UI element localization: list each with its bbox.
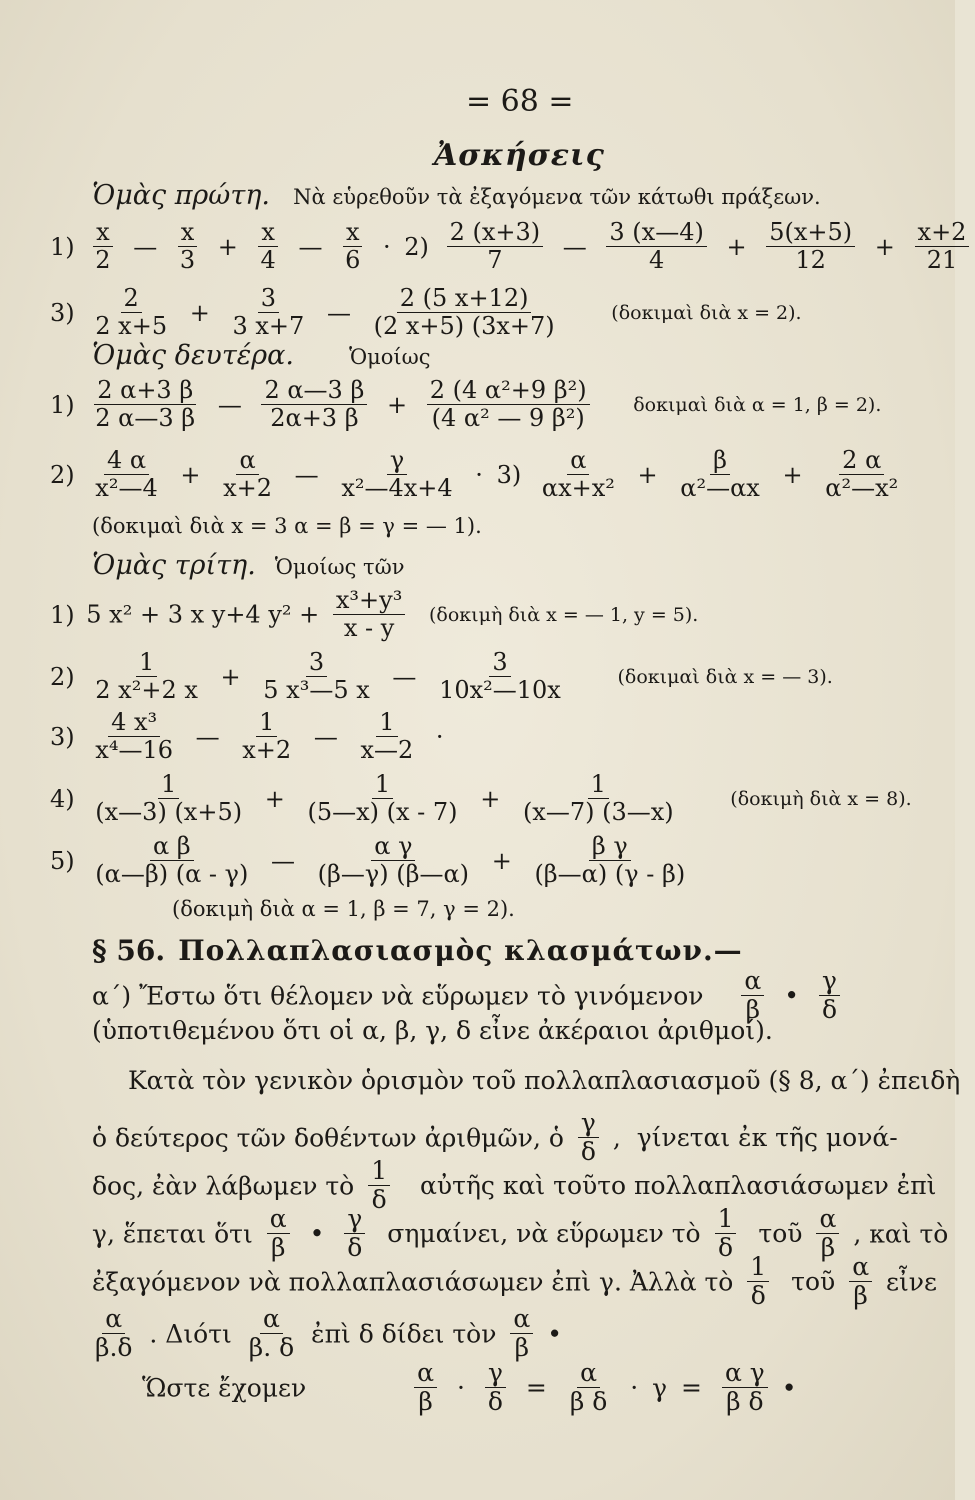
- denominator: 5 x³—5 x: [263, 676, 370, 705]
- fraction: [510, 1306, 533, 1362]
- numerator: 4 α: [104, 448, 149, 475]
- operator: —: [294, 460, 319, 489]
- text-span: ἐξαγόμενον νὰ πολλαπλασιάσωμεν ἐπὶ γ. Ἀλλὰ τὸ: [92, 1267, 734, 1297]
- numerator: γ: [387, 448, 407, 475]
- operator: +: [637, 460, 658, 489]
- check-note: (δοκιμὴ διὰ x = 8).: [730, 787, 912, 810]
- numerator: β: [710, 448, 730, 475]
- numerator: 1: [372, 772, 393, 799]
- text-span: Ὥστε ἔχομεν: [142, 1373, 307, 1403]
- operator: —: [313, 722, 338, 751]
- numerator: 2 (5 x+12): [397, 286, 532, 313]
- operator: —: [217, 390, 242, 419]
- exercise-label: 5): [50, 846, 75, 875]
- fraction: [722, 1360, 768, 1416]
- exercise-label: 4): [50, 784, 75, 813]
- operator: =: [525, 1373, 547, 1403]
- operator: +: [782, 460, 803, 489]
- group3-exercise-4: [50, 772, 912, 825]
- denominator: α²—x²: [825, 474, 899, 503]
- denominator: x+2: [223, 474, 273, 503]
- text-span: γ, ἕπεται ὅτι: [92, 1219, 253, 1249]
- denominator: δ: [821, 995, 838, 1025]
- denominator: x—2: [360, 736, 414, 765]
- fraction: [819, 968, 840, 1024]
- group3-exercise-1: [50, 588, 698, 641]
- fraction: [567, 1360, 610, 1416]
- denominator: 7: [487, 246, 503, 275]
- denominator: β: [514, 1333, 530, 1363]
- fraction: [677, 448, 763, 501]
- numerator: x: [93, 220, 113, 247]
- denominator: x²—4: [95, 474, 158, 503]
- denominator: (β—α) (γ - β): [534, 860, 686, 889]
- numerator: α: [741, 968, 764, 996]
- fraction: [766, 220, 855, 273]
- exercise-label: 1): [50, 600, 75, 629]
- fraction: [92, 710, 176, 763]
- denominator: 4: [260, 246, 276, 275]
- check-note: (δοκιμαὶ διὰ x = 2).: [611, 301, 802, 324]
- numerator: 1: [256, 710, 277, 737]
- numerator: x: [343, 220, 363, 247]
- operator: =: [681, 1373, 702, 1403]
- numerator: 5(x+5): [766, 220, 855, 247]
- paragraph-line: (ὑποτιθεμένου ὅτι οἱ α, β, γ, δ εἶνε ἀκέραιοι ἀριθμοί).: [92, 1016, 773, 1045]
- numerator: γ: [578, 1110, 599, 1138]
- denominator: (x—3) (x+5): [95, 798, 243, 827]
- group2-instruction: Ὁμοίως: [349, 345, 431, 369]
- text-span: ,: [612, 1123, 621, 1153]
- denominator: 3 x+7: [232, 312, 305, 341]
- operator: •: [309, 1219, 325, 1249]
- numerator: 2 (x+3): [447, 220, 544, 247]
- numerator: 1: [376, 710, 397, 737]
- group3-instruction: Ὁμοίως τῶν: [274, 555, 405, 579]
- numerator: α: [260, 1306, 283, 1334]
- fraction: [338, 448, 455, 501]
- numerator: x: [258, 220, 278, 247]
- group3-exercise-3: [50, 710, 450, 763]
- fraction: [261, 378, 367, 431]
- text-span: . Διότι: [149, 1319, 232, 1349]
- denominator: x - y: [343, 614, 395, 643]
- operator: •: [781, 1373, 797, 1403]
- text-span: ὁ δεύτερος τῶν δοθέντων ἀριθμῶν, ὁ: [92, 1123, 564, 1153]
- text-span: , καὶ τὸ: [853, 1219, 949, 1249]
- numerator: 4 x³: [108, 710, 160, 737]
- paragraph-line: [92, 1254, 937, 1310]
- numerator: α: [577, 1360, 600, 1388]
- check-note: (δοκιμὴ διὰ x = — 1, y = 5).: [428, 603, 699, 626]
- operator: ·: [630, 1373, 639, 1403]
- numerator: α γ: [722, 1360, 768, 1388]
- operator: •: [784, 981, 800, 1011]
- denominator: 2 x+5: [95, 312, 168, 341]
- numerator: γ: [344, 1206, 365, 1234]
- operator: —: [562, 232, 587, 261]
- check-note: δοκιμαὶ διὰ α = 1, β = 2).: [633, 393, 882, 416]
- fraction: [333, 588, 405, 641]
- fraction: [520, 772, 677, 825]
- fraction: [260, 650, 373, 703]
- denominator: αx+x²: [541, 474, 615, 503]
- exercise-label: 3): [50, 722, 75, 751]
- exercise-label: 1): [50, 232, 75, 261]
- denominator: 21: [926, 246, 958, 275]
- denominator: β δ: [726, 1387, 764, 1417]
- operator: —: [195, 722, 220, 751]
- exercise-label: 2): [50, 460, 75, 489]
- paragraph-line: [142, 1360, 796, 1416]
- group2-header: [92, 340, 431, 371]
- operator: +: [180, 460, 201, 489]
- numerator: 2: [121, 286, 142, 313]
- page-title: Ἀσκήσεις: [434, 138, 605, 173]
- group3-exercise-5: [50, 834, 694, 887]
- fraction: [371, 286, 558, 339]
- fraction: [239, 710, 294, 763]
- fraction: [92, 286, 170, 339]
- fraction: [436, 650, 564, 703]
- operator: +: [217, 232, 238, 261]
- text-span: εἶνε: [886, 1267, 937, 1297]
- denominator: (4 α² — 9 β²): [431, 404, 585, 433]
- text-span: αὐτῆς καὶ τοῦτο πολλαπλασιάσωμεν ἐπὶ: [420, 1171, 937, 1201]
- denominator: β. δ: [248, 1333, 295, 1363]
- group1-exercise-3: [50, 286, 802, 339]
- paragraph-line: [92, 1306, 562, 1362]
- fraction: [357, 710, 416, 763]
- denominator: x⁴—16: [95, 736, 173, 765]
- fraction: [304, 772, 460, 825]
- denominator: β.δ: [95, 1333, 133, 1363]
- fraction: [92, 448, 160, 501]
- fraction: [915, 220, 970, 273]
- operator: —: [133, 232, 158, 261]
- group1-heading: Ὁμὰς πρώτη.: [92, 180, 271, 211]
- text-span: γίνεται ἐκ τῆς μονά-: [636, 1123, 898, 1153]
- operator: ·: [457, 1373, 465, 1403]
- operator: +: [264, 784, 285, 813]
- fraction: [485, 1360, 506, 1416]
- numerator: 3: [306, 650, 327, 677]
- fraction: [92, 650, 201, 703]
- page-number: = 68 =: [466, 84, 574, 119]
- fraction: [246, 1306, 297, 1362]
- text-span: σημαίνει, νὰ εὕρωμεν τὸ: [387, 1219, 701, 1249]
- text-span: γ: [652, 1373, 668, 1403]
- operator: ·: [383, 232, 391, 261]
- operator: +: [480, 784, 501, 813]
- exercise-label: 3): [50, 298, 75, 327]
- fraction: [747, 1254, 769, 1310]
- numerator: α: [102, 1306, 125, 1334]
- fraction: [229, 286, 307, 339]
- fraction: [92, 220, 113, 273]
- group2-exercise-2-3: [50, 448, 907, 501]
- denominator: β: [853, 1281, 868, 1311]
- group1-header: [92, 180, 821, 211]
- text-span: δος, ἐὰν λάβωμεν τὸ: [92, 1171, 355, 1201]
- denominator: (x—7) (3—x): [522, 798, 674, 827]
- section-header: [92, 934, 743, 967]
- group2-heading: Ὁμὰς δευτέρα.: [92, 340, 294, 371]
- operator: —: [392, 662, 417, 691]
- denominator: β δ: [569, 1387, 608, 1417]
- expression-lead: 5 x² + 3 x y+4 y² +: [86, 600, 320, 629]
- fraction: [427, 378, 590, 431]
- numerator: 2 α: [839, 448, 884, 475]
- numerator: α: [414, 1360, 437, 1388]
- fraction: [539, 448, 618, 501]
- fraction: [220, 448, 275, 501]
- denominator: α²—αx: [680, 474, 760, 503]
- group1-exercise-1: [50, 220, 975, 273]
- paragraph-line: Κατὰ τὸν γενικὸν ὁρισμὸν τοῦ πολλαπλασιασμοῦ (§ 8, α΄) ἐπειδὴ: [128, 1066, 961, 1095]
- operator: +: [189, 298, 210, 327]
- fraction: [447, 220, 544, 273]
- section-number: § 56.: [92, 934, 166, 967]
- fraction: [414, 1360, 437, 1416]
- fraction: [849, 1254, 872, 1310]
- numerator: 2 (4 α²+9 β²): [427, 378, 590, 405]
- fraction: [177, 220, 198, 273]
- operator: +: [386, 390, 408, 419]
- operator: +: [726, 232, 747, 261]
- denominator: 2 x²+2 x: [95, 676, 198, 705]
- denominator: 2α+3 β: [270, 404, 359, 433]
- numerator: 1: [747, 1254, 769, 1282]
- section-heading: Πολλαπλασιασμὸς κλασμάτων.—: [178, 934, 743, 967]
- numerator: α: [236, 448, 258, 475]
- denominator: (2 x+5) (3x+7): [373, 312, 555, 341]
- denominator: (β—γ) (β—α): [317, 860, 470, 889]
- numerator: α γ: [371, 834, 415, 861]
- fraction: [92, 834, 251, 887]
- numerator: x³+y³: [333, 588, 405, 615]
- fraction: [92, 1306, 135, 1362]
- denominator: 10x²—10x: [439, 676, 561, 705]
- denominator: x²—4x+4: [341, 474, 453, 503]
- operator: •: [547, 1319, 562, 1349]
- fraction: [92, 772, 245, 825]
- group3-heading: Ὁμὰς τρίτη.: [92, 550, 256, 581]
- denominator: x+2: [242, 736, 292, 765]
- operator: —: [326, 298, 351, 327]
- numerator: 1: [588, 772, 609, 799]
- denominator: 3: [179, 246, 196, 275]
- numerator: α: [567, 448, 589, 475]
- text-span: τοῦ: [791, 1267, 836, 1297]
- group2-exercise-1: [50, 378, 881, 431]
- numerator: 1: [715, 1206, 737, 1234]
- numerator: 1: [158, 772, 179, 799]
- denominator: δ: [487, 1387, 503, 1417]
- numerator: 3 (x—4): [606, 220, 706, 247]
- denominator: β: [270, 1233, 286, 1263]
- numerator: α: [849, 1254, 872, 1282]
- exercise-label: 1): [50, 390, 75, 419]
- denominator: 12: [795, 246, 826, 275]
- denominator: δ: [750, 1281, 766, 1311]
- denominator: 2: [95, 246, 111, 275]
- group3-exercise-2: [50, 650, 833, 703]
- numerator: x: [178, 220, 198, 247]
- numerator: 3: [258, 286, 279, 313]
- group3-header: [92, 550, 405, 581]
- denominator: (5—x) (x - 7): [307, 798, 458, 827]
- fraction: [258, 220, 279, 273]
- numerator: x+2: [915, 220, 970, 247]
- fraction: [92, 378, 198, 431]
- denominator: β: [418, 1387, 433, 1417]
- denominator: δ: [580, 1137, 596, 1167]
- exercise-label: 2): [404, 232, 429, 261]
- text-span: τοῦ: [758, 1219, 803, 1249]
- numerator: 2 α+3 β: [94, 378, 196, 405]
- denominator: (α—β) (α - γ): [95, 860, 249, 889]
- numerator: γ: [819, 968, 840, 996]
- exercise-label: 3): [496, 460, 522, 489]
- numerator: γ: [485, 1360, 506, 1388]
- denominator: 6: [345, 246, 361, 275]
- operator: +: [220, 662, 241, 691]
- numerator: 1: [368, 1158, 390, 1186]
- fraction: [606, 220, 706, 273]
- numerator: 1: [136, 650, 157, 677]
- fraction: [315, 834, 472, 887]
- denominator: β: [745, 995, 761, 1025]
- denominator: 4: [648, 246, 665, 275]
- operator: ·: [475, 460, 483, 489]
- numerator: 3: [489, 650, 510, 677]
- group2-check-note: (δοκιμαὶ διὰ x = 3 α = β = γ = — 1).: [92, 514, 482, 538]
- exercise-label: 2): [50, 662, 75, 691]
- operator: +: [491, 846, 512, 875]
- fraction: [342, 220, 363, 273]
- denominator: δ: [717, 1233, 734, 1263]
- numerator: α: [267, 1206, 290, 1234]
- operator: —: [271, 846, 296, 875]
- group1-instruction: Νὰ εὑρεθοῦν τὰ ἐξαγόμενα τῶν κάτωθι πράξεων.: [293, 185, 821, 209]
- denominator: δ: [347, 1233, 363, 1263]
- operator: +: [874, 232, 895, 261]
- operator: ·: [435, 722, 444, 751]
- denominator: β: [820, 1233, 836, 1263]
- denominator: 2 α—3 β: [95, 404, 196, 433]
- operator: —: [298, 232, 323, 261]
- fraction: [531, 834, 688, 887]
- numerator: α β: [150, 834, 194, 861]
- numerator: β γ: [589, 834, 631, 861]
- numerator: α: [510, 1306, 533, 1334]
- denominator: δ: [371, 1185, 387, 1215]
- text-span: α΄) Ἔστω ὅτι θέλομεν νὰ εὕρωμεν τὸ γινόμενον: [92, 981, 704, 1011]
- check-note: (δοκιμαὶ διὰ x = — 3).: [617, 665, 833, 688]
- group3-check-note: (δοκιμὴ διὰ α = 1, β = 7, γ = 2).: [172, 897, 515, 921]
- fraction: [822, 448, 901, 501]
- numerator: 2 α—3 β: [261, 378, 367, 405]
- text-span: ἐπὶ δ δίδει τὸν: [311, 1319, 497, 1349]
- numerator: α: [816, 1206, 839, 1234]
